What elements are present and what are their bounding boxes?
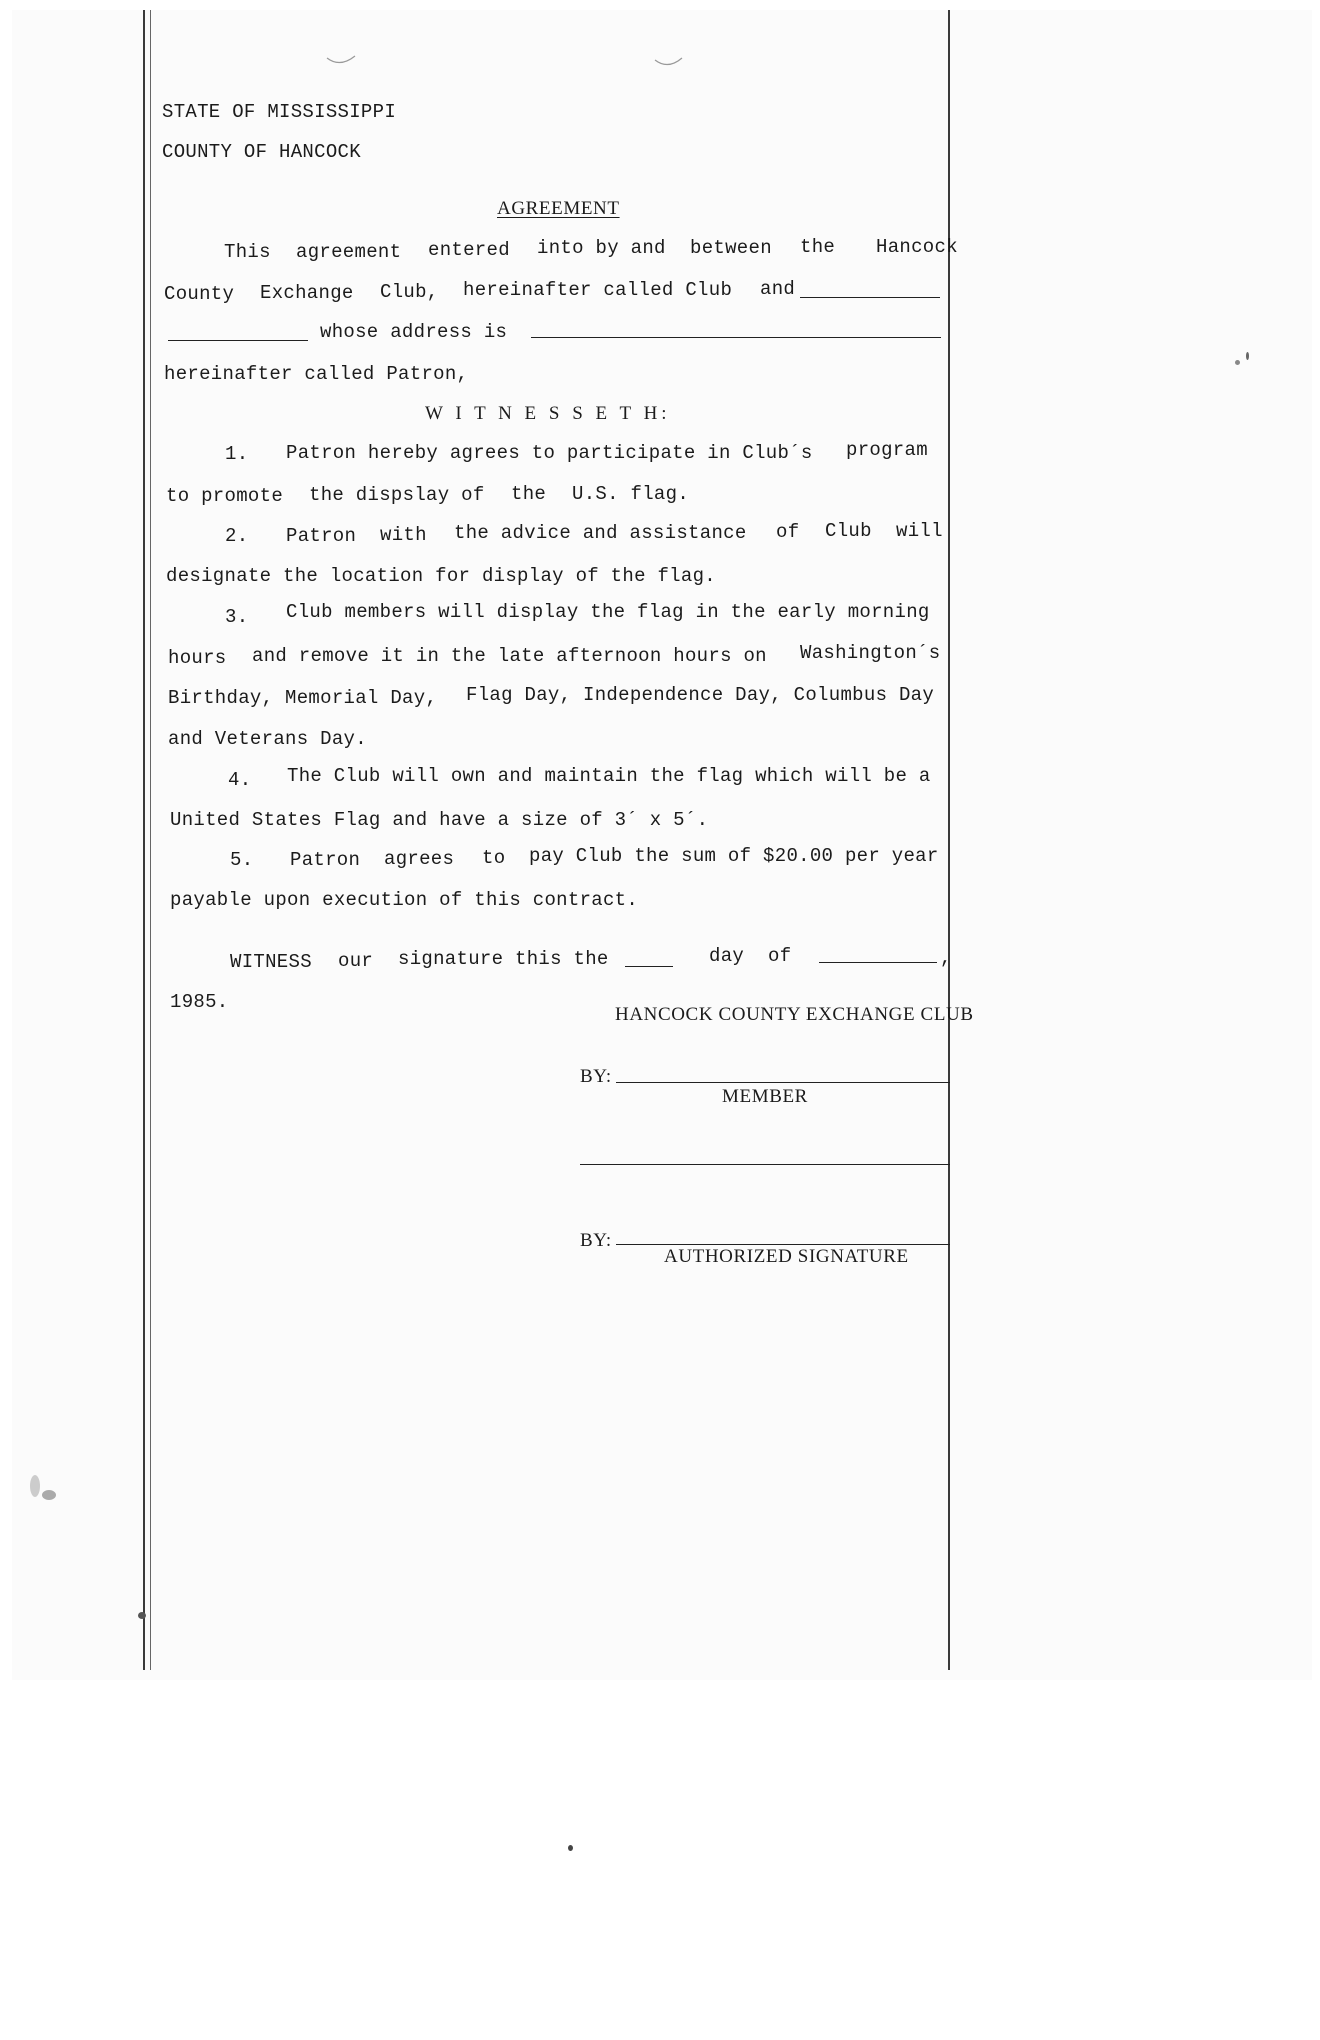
scan-smudge (568, 1845, 573, 1851)
intro-word: This (224, 241, 271, 263)
witness-text: our (338, 950, 374, 972)
clause-text: United States Flag and have a size of 3´ x 5´. (170, 809, 709, 831)
clause-text: and remove it in the late afternoon hours on (252, 645, 767, 667)
clause-number: 4. (228, 769, 252, 791)
witness-text: WITNESS (230, 951, 312, 973)
by-label: BY: (580, 1230, 612, 1251)
intro-word: the (800, 236, 836, 258)
state-heading: STATE OF MISSISSIPPI (162, 101, 397, 123)
clause-text: Birthday, Memorial Day, (168, 687, 438, 709)
intro-word: County (164, 283, 235, 305)
address-label: whose address is (320, 321, 508, 343)
clause-number: 1. (225, 443, 249, 465)
hole-punch-marks (0, 0, 1320, 100)
clause-text: and Veterans Day. (168, 728, 367, 750)
witnesseth-heading: W I T N E S S E T H: (425, 403, 671, 424)
clause-text: agrees (384, 848, 455, 870)
scan-smudge (30, 1475, 40, 1497)
signature-line[interactable] (580, 1164, 950, 1165)
member-caption: MEMBER (722, 1086, 808, 1107)
right-margin-rule (948, 10, 950, 1670)
clause-text: the dispslay of (309, 484, 485, 506)
intro-word: between (690, 237, 772, 259)
clause-text: Washington´s (800, 642, 941, 664)
clause-text: with (380, 524, 427, 546)
clause-text: Club (825, 520, 872, 542)
intro-closing: hereinafter called Patron, (164, 363, 469, 385)
scan-smudge (1246, 352, 1249, 360)
witness-text: of (768, 945, 792, 967)
left-margin-rule (143, 10, 145, 1670)
scan-smudge (42, 1490, 56, 1500)
member-signature-line[interactable] (616, 1082, 950, 1083)
left-margin-rule-inner (150, 10, 151, 1670)
clause-text: Patron hereby agrees to participate in Club´s (286, 442, 813, 464)
intro-word: into by and (537, 237, 666, 259)
clause-text: payable upon execution of this contract. (170, 889, 639, 911)
clause-number: 2. (225, 525, 249, 547)
clause-text: to (482, 847, 506, 869)
witness-text: signature this the (398, 948, 609, 970)
intro-word: entered (428, 239, 510, 261)
witness-text: , (940, 947, 952, 969)
scan-smudge (1235, 360, 1240, 365)
clause-text: Patron (290, 849, 361, 871)
intro-word: agreement (296, 241, 402, 263)
intro-word: Exchange (260, 282, 354, 304)
intro-word: Club, (380, 281, 439, 303)
clause-text: designate the location for display of the flag. (166, 565, 716, 587)
clause-text: of (776, 521, 800, 543)
clause-text: will (896, 520, 943, 542)
witness-year: 1985. (170, 991, 229, 1013)
clause-number: 5. (230, 849, 254, 871)
clause-text: U.S. flag. (572, 483, 690, 505)
county-heading: COUNTY OF HANCOCK (162, 141, 361, 163)
patron-name-blank-continued[interactable] (168, 340, 308, 341)
agreement-title: AGREEMENT (497, 198, 620, 219)
clause-text: to promote (166, 485, 284, 507)
witness-text: day (709, 945, 745, 967)
address-blank[interactable] (531, 337, 941, 338)
clause-text: the advice and assistance (454, 522, 747, 544)
clause-text: pay Club the sum of $20.00 per year (529, 845, 939, 867)
clause-text: the (511, 483, 547, 505)
clause-number: 3. (225, 606, 249, 628)
intro-word: and (760, 278, 796, 300)
clause-text: hours (168, 647, 227, 669)
clause-text: Patron (286, 525, 357, 547)
intro-word: Hancock (876, 236, 958, 258)
clause-text: Club members will display the flag in the early morning (286, 601, 930, 623)
by-label: BY: (580, 1066, 612, 1087)
clause-text: program (846, 439, 928, 461)
club-name: HANCOCK COUNTY EXCHANGE CLUB (615, 1004, 974, 1025)
scan-smudge (138, 1612, 146, 1619)
patron-name-blank[interactable] (800, 297, 940, 298)
clause-text: Flag Day, Independence Day, Columbus Day (466, 684, 935, 706)
day-blank[interactable] (625, 966, 673, 967)
month-blank[interactable] (819, 962, 937, 963)
authorized-caption: AUTHORIZED SIGNATURE (664, 1246, 909, 1267)
clause-text: The Club will own and maintain the flag which will be a (287, 765, 931, 787)
intro-word: hereinafter called Club (463, 279, 733, 301)
